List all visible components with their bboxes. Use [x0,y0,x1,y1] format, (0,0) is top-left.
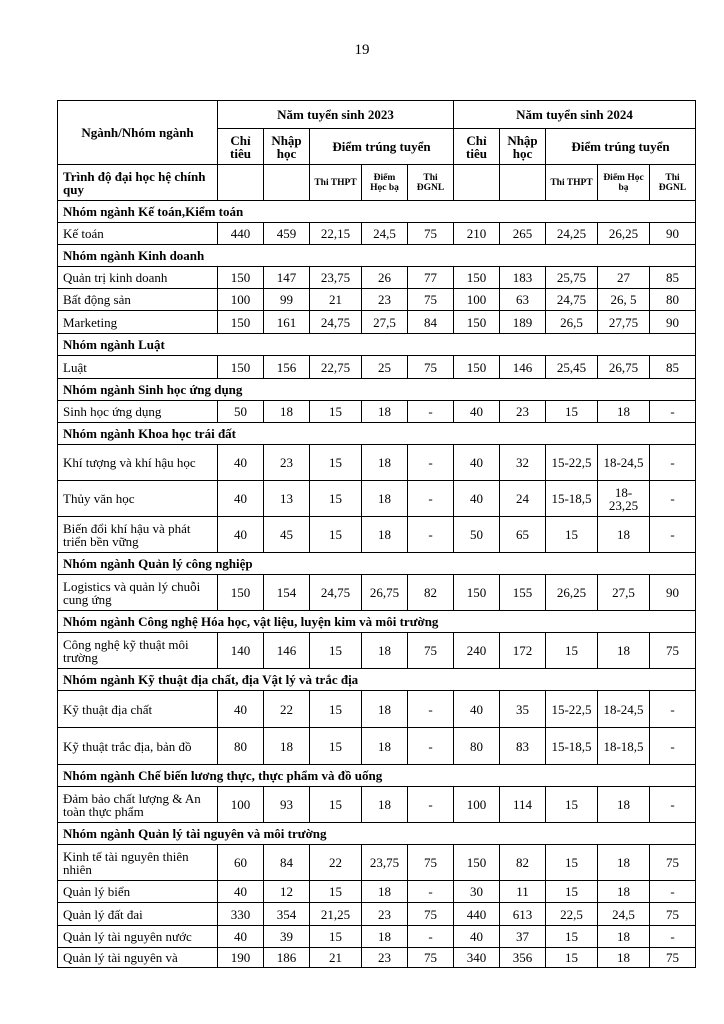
value-cell: 18 [362,728,408,765]
group-title: Nhóm ngành Khoa học trái đất [58,423,696,445]
value-cell: 90 [650,575,696,611]
value-cell: 23 [362,948,408,968]
value-cell: 37 [500,926,546,948]
value-cell: 93 [264,787,310,823]
value-cell: 15 [546,881,598,903]
table-row [58,787,696,823]
value-cell: 23 [264,445,310,481]
value-cell: 18-23,25 [598,481,650,517]
value-cell: 100 [218,289,264,311]
value-cell: 150 [218,311,264,334]
value-cell: 75 [650,948,696,968]
value-cell: 18 [598,948,650,968]
value-cell: 15 [546,517,598,553]
value-cell: - [650,517,696,553]
value-cell: - [408,926,454,948]
group-title: Nhóm ngành Quản lý tài nguyên và môi trường [58,823,696,845]
value-cell: - [408,401,454,423]
group-row [58,823,696,845]
header-empty-cell [454,165,500,201]
value-cell: 63 [500,289,546,311]
value-cell: 22 [310,845,362,881]
value-cell: - [408,691,454,728]
value-cell: 15 [546,926,598,948]
table-row [58,311,696,334]
header-hocba-2023: Điểm Học bạ [362,165,408,201]
value-cell: 161 [264,311,310,334]
value-cell: 99 [264,289,310,311]
value-cell: 40 [218,691,264,728]
group-row [58,423,696,445]
value-cell: 114 [500,787,546,823]
value-cell: 80 [650,289,696,311]
table-row [58,926,696,948]
value-cell: 22,15 [310,223,362,245]
header-year-2023: Năm tuyển sinh 2023 [218,101,454,129]
value-cell: 75 [408,903,454,926]
table-row [58,267,696,289]
value-cell: 265 [500,223,546,245]
group-title: Nhóm ngành Công nghệ Hóa học, vật liệu, luyện kim và môi trường [58,611,696,633]
group-row [58,611,696,633]
group-title: Nhóm ngành Kế toán,Kiểm toán [58,201,696,223]
value-cell: 150 [454,356,500,379]
value-cell: 24,25 [546,223,598,245]
header-diem-2023: Điểm trúng tuyển [310,129,454,165]
value-cell: 90 [650,311,696,334]
value-cell: 18 [598,787,650,823]
value-cell: 15 [310,517,362,553]
group-row [58,201,696,223]
value-cell: 40 [218,445,264,481]
program-name: Kỹ thuật địa chất [58,691,218,728]
group-row [58,669,696,691]
group-row [58,379,696,401]
value-cell: 40 [218,481,264,517]
value-cell: 18 [598,633,650,669]
value-cell: 27,5 [598,575,650,611]
value-cell: 15 [310,881,362,903]
value-cell: 75 [650,845,696,881]
value-cell: 155 [500,575,546,611]
program-name: Quản lý tài nguyên và [58,948,218,968]
value-cell: 24 [500,481,546,517]
value-cell: 21 [310,289,362,311]
table-row [58,903,696,926]
table-row [58,691,696,728]
value-cell: 23,75 [310,267,362,289]
program-name: Marketing [58,311,218,334]
value-cell: 210 [454,223,500,245]
value-cell: 90 [650,223,696,245]
value-cell: 18 [598,517,650,553]
program-name: Quản lý biển [58,881,218,903]
value-cell: - [408,517,454,553]
value-cell: 150 [454,267,500,289]
table-row [58,401,696,423]
header-nhap-hoc-2023: Nhập học [264,129,310,165]
program-name: Biến đổi khí hậu và phát triển bền vững [58,517,218,553]
value-cell: 25,75 [546,267,598,289]
value-cell: 80 [218,728,264,765]
value-cell: 190 [218,948,264,968]
program-name: Kinh tế tài nguyên thiên nhiên [58,845,218,881]
value-cell: 15-22,5 [546,691,598,728]
value-cell: 39 [264,926,310,948]
value-cell: 30 [454,881,500,903]
group-title: Nhóm ngành Sinh học ứng dụng [58,379,696,401]
value-cell: 100 [454,289,500,311]
header-dgnl-2024: Thi ĐGNL [650,165,696,201]
value-cell: 83 [500,728,546,765]
value-cell: 354 [264,903,310,926]
value-cell: 15 [310,445,362,481]
value-cell: 24,75 [546,289,598,311]
value-cell: 15-22,5 [546,445,598,481]
value-cell: 18 [362,481,408,517]
value-cell: 22,75 [310,356,362,379]
value-cell: 15 [310,926,362,948]
value-cell: - [650,926,696,948]
value-cell: 32 [500,445,546,481]
table-row [58,728,696,765]
header-chi-tieu-2024: Chỉ tiêu [454,129,500,165]
value-cell: 40 [218,517,264,553]
group-title: Nhóm ngành Luật [58,334,696,356]
value-cell: 24,5 [598,903,650,926]
program-name: Luật [58,356,218,379]
value-cell: 26 [362,267,408,289]
value-cell: - [650,691,696,728]
value-cell: - [408,787,454,823]
value-cell: 15 [310,691,362,728]
program-name: Bất động sản [58,289,218,311]
value-cell: 25,45 [546,356,598,379]
table-row [58,481,696,517]
value-cell: 23 [362,903,408,926]
table-row [58,948,696,968]
value-cell: 18 [598,401,650,423]
value-cell: 40 [218,881,264,903]
value-cell: 18 [264,728,310,765]
header-empty-cell [500,165,546,201]
value-cell: 240 [454,633,500,669]
value-cell: 75 [408,289,454,311]
program-name: Kế toán [58,223,218,245]
value-cell: 26,5 [546,311,598,334]
value-cell: 35 [500,691,546,728]
value-cell: 82 [408,575,454,611]
value-cell: 21 [310,948,362,968]
value-cell: 18 [362,881,408,903]
value-cell: 82 [500,845,546,881]
value-cell: 18 [598,845,650,881]
table-row [58,845,696,881]
value-cell: - [650,401,696,423]
value-cell: 24,5 [362,223,408,245]
value-cell: 440 [218,223,264,245]
value-cell: 65 [500,517,546,553]
value-cell: 21,25 [310,903,362,926]
program-name: Logistics và quản lý chuỗi cung ứng [58,575,218,611]
value-cell: 26,75 [598,356,650,379]
value-cell: 75 [408,356,454,379]
value-cell: - [650,728,696,765]
value-cell: 15 [310,787,362,823]
value-cell: - [408,728,454,765]
value-cell: 156 [264,356,310,379]
value-cell: 24,75 [310,311,362,334]
value-cell: 15 [546,948,598,968]
header-thpt-2023: Thi THPT [310,165,362,201]
admission-table [57,100,696,968]
value-cell: 27 [598,267,650,289]
value-cell: 11 [500,881,546,903]
value-cell: 13 [264,481,310,517]
value-cell: 75 [408,948,454,968]
value-cell: 150 [218,356,264,379]
program-name: Kỹ thuật trắc địa, bản đồ [58,728,218,765]
value-cell: 40 [218,926,264,948]
value-cell: 15 [546,787,598,823]
program-name: Công nghệ kỹ thuật môi trường [58,633,218,669]
program-name: Đảm bảo chất lượng & An toàn thực phẩm [58,787,218,823]
value-cell: 186 [264,948,310,968]
value-cell: 15 [546,401,598,423]
header-nhap-hoc-2024: Nhập học [500,129,546,165]
program-name: Quản trị kinh doanh [58,267,218,289]
value-cell: 15 [310,728,362,765]
group-title: Nhóm ngành Kinh doanh [58,245,696,267]
value-cell: 26, 5 [598,289,650,311]
value-cell: 84 [264,845,310,881]
program-name: Thủy văn học [58,481,218,517]
header-chi-tieu-2023: Chỉ tiêu [218,129,264,165]
value-cell: 15 [310,401,362,423]
value-cell: 150 [454,311,500,334]
value-cell: 85 [650,267,696,289]
table-row [58,356,696,379]
value-cell: 23,75 [362,845,408,881]
value-cell: 459 [264,223,310,245]
header-level: Trình độ đại học hệ chính quy [58,165,218,201]
header-year-2024: Năm tuyển sinh 2024 [454,101,696,129]
value-cell: 613 [500,903,546,926]
value-cell: 18 [362,787,408,823]
value-cell: 75 [408,633,454,669]
value-cell: 26,25 [598,223,650,245]
value-cell: 100 [218,787,264,823]
value-cell: 146 [264,633,310,669]
value-cell: 150 [454,575,500,611]
value-cell: 330 [218,903,264,926]
value-cell: 23 [362,289,408,311]
program-name: Sinh học ứng dụng [58,401,218,423]
value-cell: 140 [218,633,264,669]
group-row [58,245,696,267]
table-row [58,633,696,669]
value-cell: 440 [454,903,500,926]
header-diem-2024: Điểm trúng tuyển [546,129,696,165]
value-cell: - [650,445,696,481]
table-row [58,881,696,903]
value-cell: 15-18,5 [546,728,598,765]
value-cell: - [408,481,454,517]
program-name: Khí tượng và khí hậu học [58,445,218,481]
value-cell: 189 [500,311,546,334]
value-cell: 150 [454,845,500,881]
header-thpt-2024: Thi THPT [546,165,598,201]
header-empty-cell [218,165,264,201]
value-cell: 18-24,5 [598,691,650,728]
value-cell: - [408,881,454,903]
value-cell: 18 [362,517,408,553]
value-cell: 22,5 [546,903,598,926]
value-cell: 75 [650,903,696,926]
value-cell: 146 [500,356,546,379]
value-cell: 77 [408,267,454,289]
value-cell: 150 [218,575,264,611]
value-cell: 150 [218,267,264,289]
value-cell: 18 [362,401,408,423]
value-cell: 18 [362,633,408,669]
value-cell: 340 [454,948,500,968]
value-cell: 27,5 [362,311,408,334]
value-cell: 18 [362,926,408,948]
table-row [58,517,696,553]
value-cell: 26,75 [362,575,408,611]
value-cell: 84 [408,311,454,334]
value-cell: 18-18,5 [598,728,650,765]
value-cell: 80 [454,728,500,765]
value-cell: 356 [500,948,546,968]
value-cell: 75 [650,633,696,669]
value-cell: 15-18,5 [546,481,598,517]
group-row [58,334,696,356]
value-cell: 15 [546,845,598,881]
value-cell: 23 [500,401,546,423]
header-nganh: Ngành/Nhóm ngành [58,101,218,165]
value-cell: 75 [408,223,454,245]
value-cell: 18 [598,881,650,903]
group-row [58,765,696,787]
value-cell: 27,75 [598,311,650,334]
value-cell: 154 [264,575,310,611]
table-row [58,575,696,611]
group-title: Nhóm ngành Chế biến lương thực, thực phẩm và đồ uống [58,765,696,787]
value-cell: 18 [598,926,650,948]
value-cell: 24,75 [310,575,362,611]
value-cell: 45 [264,517,310,553]
value-cell: 60 [218,845,264,881]
value-cell: 40 [454,401,500,423]
table-row [58,445,696,481]
value-cell: 172 [500,633,546,669]
value-cell: - [650,787,696,823]
value-cell: 40 [454,926,500,948]
value-cell: 26,25 [546,575,598,611]
header-hocba-2024: Điểm Học bạ [598,165,650,201]
value-cell: 50 [454,517,500,553]
value-cell: - [650,881,696,903]
value-cell: 18-24,5 [598,445,650,481]
value-cell: - [408,445,454,481]
value-cell: 25 [362,356,408,379]
value-cell: 40 [454,691,500,728]
program-name: Quản lý đất đai [58,903,218,926]
value-cell: 15 [310,633,362,669]
value-cell: 75 [408,845,454,881]
value-cell: 18 [362,691,408,728]
header-dgnl-2023: Thi ĐGNL [408,165,454,201]
group-title: Nhóm ngành Quản lý công nghiệp [58,553,696,575]
value-cell: 15 [546,633,598,669]
table-row [58,289,696,311]
value-cell: 18 [264,401,310,423]
table-row [58,223,696,245]
value-cell: 12 [264,881,310,903]
value-cell: 15 [310,481,362,517]
page-number: 19 [354,42,370,58]
header-empty-cell [264,165,310,201]
program-name: Quản lý tài nguyên nước [58,926,218,948]
value-cell: 50 [218,401,264,423]
value-cell: - [650,481,696,517]
group-row [58,553,696,575]
group-title: Nhóm ngành Kỹ thuật địa chất, địa Vật lý và trắc địa [58,669,696,691]
value-cell: 100 [454,787,500,823]
value-cell: 40 [454,481,500,517]
value-cell: 22 [264,691,310,728]
value-cell: 18 [362,445,408,481]
value-cell: 85 [650,356,696,379]
value-cell: 183 [500,267,546,289]
value-cell: 147 [264,267,310,289]
value-cell: 40 [454,445,500,481]
